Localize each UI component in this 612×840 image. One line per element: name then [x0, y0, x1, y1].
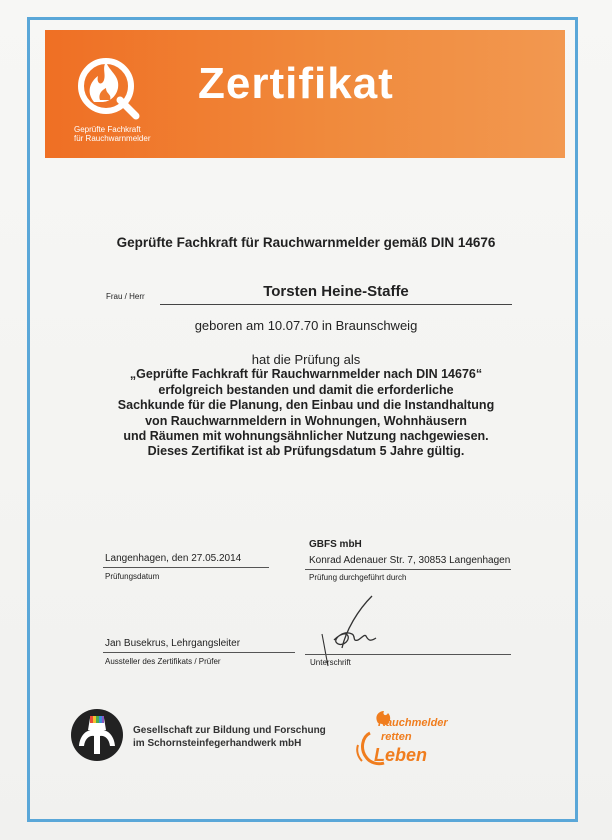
campaign-line3: Leben — [374, 745, 428, 765]
body-line: hat die Prüfung als — [251, 352, 361, 367]
body-line: „Geprüfte Fachkraft für Rauchwarnmelder nach DIN 14676“ — [129, 367, 483, 382]
salutation-label: Frau / Herr — [106, 292, 145, 301]
banner-title: Zertifikat — [198, 59, 394, 108]
logo-caption — [74, 125, 150, 143]
issuer-name: Jan Busekrus, Lehrgangsleiter — [105, 638, 241, 649]
body-line: Sachkunde für die Planung, den Einbau und die Instandhaltung — [117, 398, 495, 413]
chimney-sweep-guild-logo-icon — [70, 708, 124, 762]
campaign-line2: retten — [381, 731, 412, 743]
exam-date-label: Prüfungsdatum — [105, 572, 160, 581]
date-rule — [103, 567, 269, 568]
issuer-label: Aussteller des Zertifikats / Prüfer — [105, 657, 221, 666]
body-line: erfolgreich bestanden und damit die erforderliche — [158, 382, 454, 397]
birth-info: geboren am 10.07.70 in Braunschweig — [194, 318, 418, 333]
organization-line1: Gesellschaft zur Bildung und Forschung — [133, 725, 326, 736]
logo-caption-line2: für Rauchwarnmelder — [74, 134, 151, 144]
company-rule — [305, 569, 511, 570]
exam-company: GBFS mbH — [309, 539, 362, 550]
exam-place-date: Langenhagen, den 27.05.2014 — [105, 553, 242, 564]
body-line: Dieses Zertifikat ist ab Prüfungsdatum 5 Jahre gültig. — [147, 444, 465, 459]
certificate-heading: Geprüfte Fachkraft für Rauchwarnmelder gemäß DIN 14676 — [116, 235, 496, 250]
issuer-rule — [103, 652, 295, 653]
exam-performed-label: Prüfung durchgeführt durch — [309, 573, 407, 582]
logo-caption-line1: Geprüfte Fachkraft — [74, 125, 141, 134]
recipient-name: Torsten Heine-Staffe — [263, 283, 409, 300]
exam-address: Konrad Adenauer Str. 7, 30853 Langenhagen — [309, 555, 511, 566]
signature-label: Unterschrift — [310, 658, 351, 667]
flame-q-logo-icon — [72, 52, 142, 122]
organization-name — [133, 724, 326, 750]
rauchmelder-retten-leben-logo-icon — [348, 709, 448, 771]
campaign-line1: Rauchmelder — [378, 717, 448, 729]
body-line: und Räumen mit wohnungsähnlicher Nutzung nachgewiesen. — [123, 429, 489, 444]
organization-line2: im Schornsteinfegerhandwerk mbH — [133, 738, 302, 749]
certificate-body — [60, 352, 552, 460]
body-line: von Rauchwarnmeldern in Wohnungen, Wohnhäusern — [145, 413, 467, 428]
name-underline — [160, 304, 512, 305]
signature-rule — [305, 654, 511, 655]
